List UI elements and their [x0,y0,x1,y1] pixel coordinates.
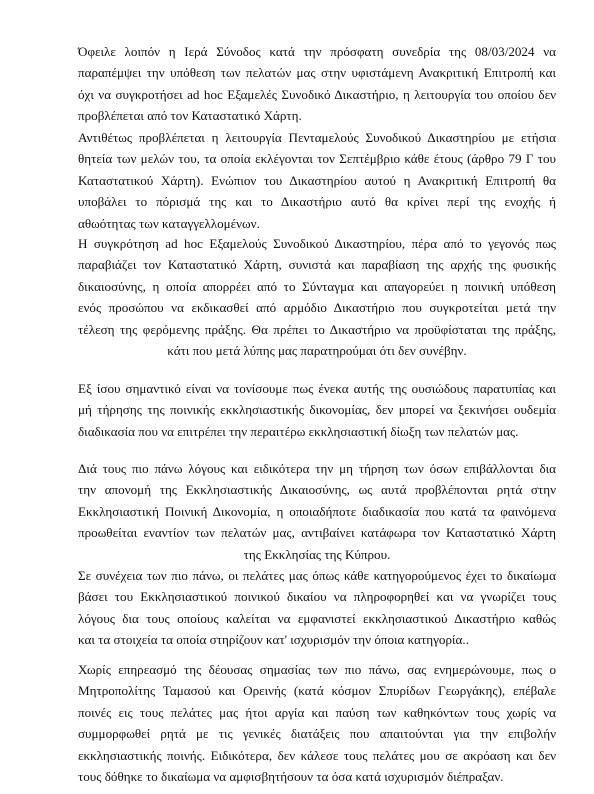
text-line: της Εκκλησίας της Κύπρου. [243,546,391,562]
text-line: παραπέμψει την υπόθεση των πελατών μας στην υφιστάμενη Ανακριτική Επιτροπή και [78,65,556,81]
text-line: Σε συνέχεια των πιο πάνω, οι πελάτες μας όπως κάθε κατηγορούμενος έχει το δικαίωμα [78,568,556,583]
paragraph-2 [78,127,556,234]
text-line: συμμορφωθεί ρητά με τις γενικές διατάξεις που απαιτούνται για την επιβολήν [78,726,556,742]
text-line: Καταστατικού Χάρτη). Ενώπιον του Δικαστηρίου αυτού η Ανακριτική Επιτροπή θα [78,172,556,188]
text-line: την απονομή της Εκκλησιαστικής Δικαιοσύνης, ως αυτά προβλέπονται ρητά στην [78,482,556,498]
text-line: θητεία των μελών του, τα οποία εκλέγονται τον Σεπτέμβριο κάθε έτους (άρθρο 79 Γ του [78,151,556,167]
text-line: Μητροπολίτης Ταμασού και Ορεινής (κατά κόσμον Σπυρίδων Γεωργάκης), επέβαλε [78,683,556,699]
paragraph-6 [78,565,556,651]
text-line: αθωότητας των καταγγελλομένων. [78,215,260,231]
text-line: τέλεση της φερόμενης πράξης. Θα πρέπει το Δικαστήριο να προϋφίσταται της πράξης, [78,321,556,337]
text-line: Εξ ίσου σημαντικό είναι να τονίσουμε πως ένεκα αυτής της ουσιώδους παρατυπίας και [78,381,556,396]
text-line: ενός προσώπου να εκδικασθεί από αρμόδιο Δικαστήριο που συγκροτείται μετά την [78,300,556,316]
text-line: διαδικασία που να επιτρέπει την περαιτέρω εκκλησιαστική δίωξη των πελατών μας. [78,423,519,439]
text-line: υποβάλει το πόρισμά της και το Δικαστήριο αυτό θα κρίνει περί της ενοχής ή [78,194,556,210]
text-line: εκκλησιαστικής ποινής. Ειδικότερα, δεν κάλεσε τους πελάτες μου σε ακρόαση και δεν [78,747,556,763]
text-line: Η συγκρότηση ad hoc Εξαμελούς Συνοδικού Δικαστηρίου, πέρα από το γεγονός πως [78,236,556,251]
text-line: Διά τους πιο πάνω λόγους και ειδικότερα την μη τήρηση των όσων επιβάλλονται δια [78,461,556,476]
text-line: Όφειλε λοιπόν η Ιερά Σύνοδος κατά την πρόσφατη συνεδρία της 08/03/2024 να [78,44,556,59]
paragraph-7 [78,659,556,787]
paragraph-3 [78,233,556,361]
text-line: ποινές εις τους πελάτες μας ήτοι αργία και παύση των καθηκόντων τους χωρίς να [78,704,556,720]
paragraph-4 [78,378,556,442]
text-line: προωθείται εναντίον των πελατών μας, αντιβαίνει κατάφωρα τον Καταστατικό Χάρτη [78,525,556,541]
paragraph-1 [78,41,556,127]
text-line: μή τήρησης της ποινικής εκκλησιαστικής δικονομίας, δεν μπορεί να ξεκινήσει ουδεμία [78,402,556,418]
text-line: προβλέπεται από τον Καταστατικό Χάρτη. [78,108,302,124]
paragraph-5 [78,458,556,565]
text-line: Χωρίς επηρεασμό της δέουσας σημασίας των πιο πάνω, σας ενημερώνουμε, πως ο [78,662,556,677]
text-line: Αντιθέτως προβλέπεται η λειτουργία Πενταμελούς Συνοδικού Δικαστηρίου με ετήσια [78,130,556,145]
text-line: λόγους δια τους οποίους καλείται να εμφανιστεί εκκλησιαστικού Δικαστήριο καθώς [78,610,556,626]
text-line: και τα στοιχεία τα οποία στηρίζουν κατ' ισχυρισμόν την όποια κατηγορία.. [78,632,469,648]
text-line: δικαιοσύνης, η οποία απορρέει από το Σύνταγμα και απαγορεύει η ποινική υπόθεση [78,278,556,294]
text-line: βάσει του Εκκλησιαστικού ποινικού δικαίου να πληροφορηθεί και να γνωρίζει τους [78,589,556,605]
text-line: όχι να συγκροτήσει ad hoc Εξαμελές Συνοδικό Δικαστήριο, η λειτουργία του οποίου δεν [78,86,556,102]
text-line: παραβιάζει τον Καταστατικό Χάρτη, συνιστά και παραβίαση της αρχής της φυσικής [78,257,556,273]
text-line: κάτι που μετά λύπης μας παρατηρούμαι ότι δεν συνέβην. [167,343,467,359]
text-line: τους δόθηκε το δικαίωμα να αμφισβητήσουν τα όσα κατά ισχυρισμόν διέπραξαν. [78,769,504,785]
text-line: Εκκλησιαστική Ποινική Δικονομία, η οποιαδήποτε διαδικασία που κατά τα φαινόμενα [78,503,556,519]
